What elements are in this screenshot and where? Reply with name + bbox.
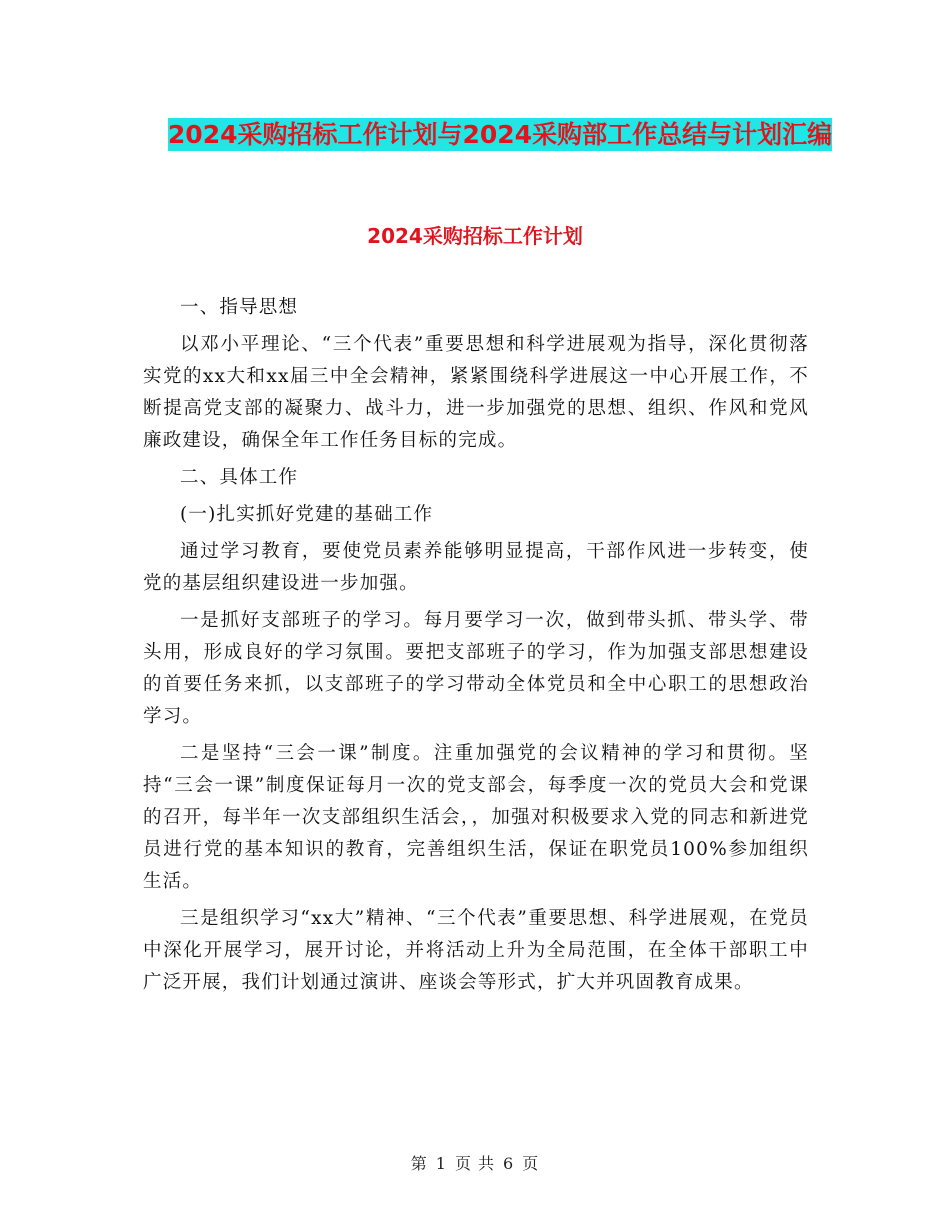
paragraph: 一是抓好支部班子的学习。每月要学习一次，做到带头抓、带头学、带头用，形成良好的学习氛围。要把支部班子的学习，作为加强支部思想建设的首要任务来抓，以支部班子的学习带动全体党员和全中心职工的思想政治学习。 bbox=[143, 610, 809, 727]
footer-prefix: 第 bbox=[410, 1154, 428, 1173]
document-title-text: 2024采购招标工作计划与2024采购部工作总结与计划汇编 bbox=[167, 120, 833, 149]
document-body bbox=[143, 292, 809, 1004]
footer-total-pages: 6 bbox=[503, 1154, 515, 1173]
paragraph: 三是组织学习“xx大”精神、“三个代表”重要思想、科学进展观，在党员中深化开展学习，展开讨论，并将活动上升为全局范围，在全体干部职工中广泛开展，我们计划通过演讲、座谈会等形式，扩大并巩固教育成果。 bbox=[143, 908, 809, 993]
heading-guiding-ideology: 一、指导思想 bbox=[180, 297, 299, 318]
heading-specific-work: 二、具体工作 bbox=[180, 467, 299, 488]
subheading-party-building: (一)扎实抓好党建的基础工作 bbox=[180, 504, 434, 525]
footer-page-number: 1 bbox=[435, 1154, 447, 1173]
footer-suffix: 页 bbox=[522, 1154, 540, 1173]
page-footer bbox=[0, 1152, 950, 1176]
paragraph: 二是坚持“三会一课”制度。注重加强党的会议精神的学习和贯彻。坚持“三会一课”制度保证每月一次的党支部会，每季度一次的党员大会和党课的召开，每半年一次支部组织生活会，，加强对积极要求入党的同志和新进党员进行党的基本知识的教育，完善组织生活，保证在职党员100%参加组织生活。 bbox=[143, 743, 809, 892]
paragraph: 通过学习教育，要使党员素养能够明显提高，干部作风进一步转变，使党的基层组织建设进一步加强。 bbox=[143, 541, 809, 594]
section-title: 2024采购招标工作计划 bbox=[367, 224, 583, 248]
paragraph: 以邓小平理论、“三个代表”重要思想和科学进展观为指导，深化贯彻落实党的xx大和xx届三中全会精神，紧紧围绕科学进展这一中心开展工作，不断提高党支部的凝聚力、战斗力，进一步加强党的思想、组织、作风和党风廉政建设，确保全年工作任务目标的完成。 bbox=[143, 334, 809, 451]
document-title bbox=[140, 112, 860, 158]
footer-middle: 页 共 bbox=[454, 1154, 496, 1173]
